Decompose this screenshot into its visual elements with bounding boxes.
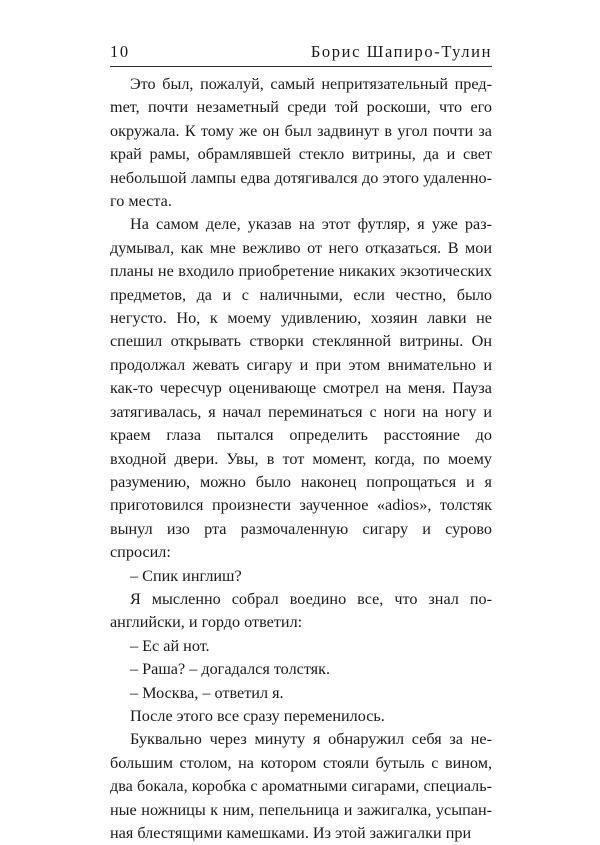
paragraph: – Спик инглиш? [130, 566, 242, 585]
paragraph: – Москва, – ответил я. [130, 683, 284, 702]
header-rule [110, 66, 492, 67]
running-title: Борис Шапиро-Тулин [310, 42, 492, 61]
running-head [110, 41, 492, 63]
body-text [110, 73, 492, 845]
paragraph: Это был, пожалуй, самый непритязательный предmет, почти незаметный среди той роскоши, что его окружала. К тому же он был задвинут в угол почти за край рамы, обрамлявшей стекло витрины, да и свет небольшой лампы едва дотягивался до этого удаленного места. [110, 75, 492, 211]
paragraph: – Ес ай нот. [130, 636, 210, 655]
paragraph: – Раша? – догадался толстяк. [130, 660, 331, 679]
paragraph: На самом деле, указав на этот футляр, я уже раздумывал, как мне вежливо от него отказаться. В мои планы не входило приобретение никаких экзотических предметов, да и с наличными, если честно, было негусто. Но, к моему удивлению, хозяин лавки не спешил открывать створки стеклянной витрины. Он продолжал жевать сигару и при этом внимательно и как-то чересчур оценивающе смотрел на меня. Пауза затягивалась, я начал переминаться с ноги на ногу и краем глаза пытался определить расстояние до входной двери. Увы, в тот момент, когда, по моему разумению, можно было наконец попрощаться и я приготовился произнести заученное «adios», толстяк вынул изо рта размочаленную сигару и сурово спросил: [110, 215, 492, 562]
paragraph: Я мысленно собрал воедино все, что знал по-английски, и гордо ответил: [110, 589, 492, 632]
paragraph: Буквально через минуту я обнаружил себя за небольшим столом, на котором стояли бутыль с вином, два бокала, коробка с ароматными сигарами, специальные ножницы к ним, пепельница и зажигалка, усыпанная блестящими камешками. Из этой зажигалки при [110, 730, 492, 842]
page-number: 10 [110, 42, 130, 61]
paragraph: После этого все сразу переменилось. [130, 706, 385, 725]
